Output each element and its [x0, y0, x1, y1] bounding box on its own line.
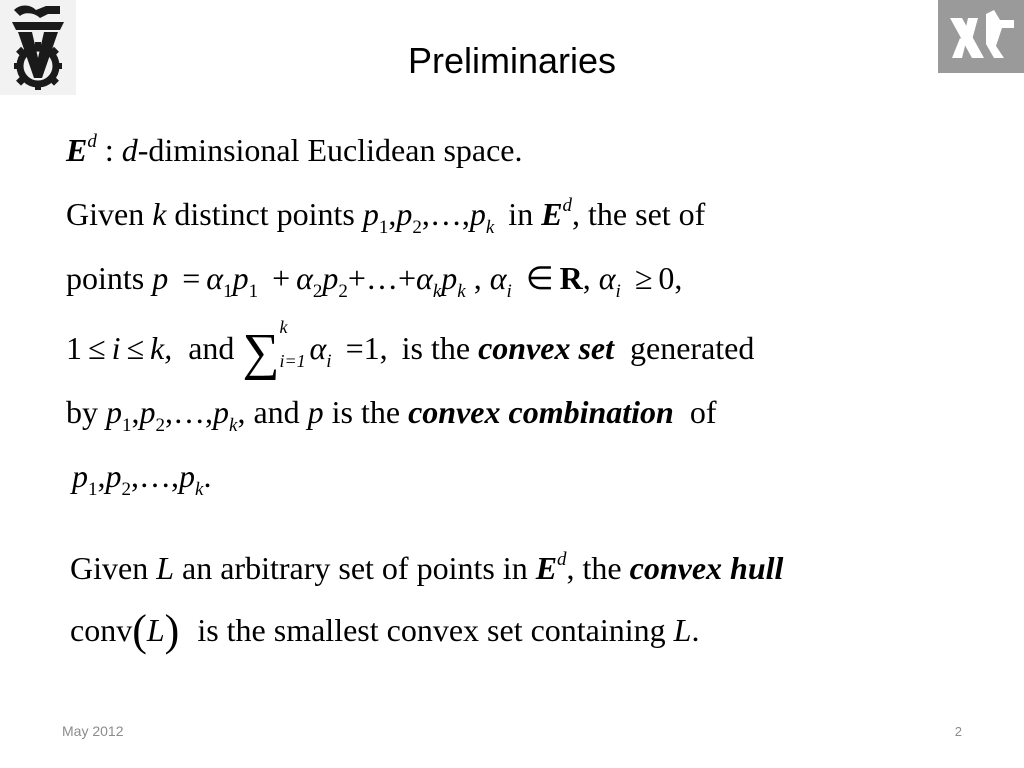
leq-sign: ≤ — [126, 330, 145, 366]
point-pk: p — [213, 394, 229, 430]
point-pk: p — [179, 458, 195, 494]
body-line-2 — [66, 192, 705, 236]
alpha-2: α — [296, 260, 313, 296]
euclidean-space-symbol: E — [66, 132, 88, 168]
point-p2: p — [322, 260, 339, 296]
subscript: 2 — [155, 415, 165, 436]
colon: : — [104, 132, 114, 168]
body-line-1 — [66, 128, 523, 172]
equals-sign: = — [182, 260, 201, 296]
period: . — [691, 612, 700, 648]
slide-title: Preliminaries — [407, 40, 617, 81]
variable-L: L — [146, 612, 165, 648]
left-paren: ( — [132, 606, 147, 655]
ellipsis: ,…, — [421, 196, 470, 232]
subscript: k — [229, 415, 238, 436]
word-by: by — [66, 394, 98, 430]
leq-sign: ≤ — [88, 330, 106, 366]
subscript: i — [615, 281, 621, 302]
word-of: of — [689, 394, 717, 430]
line2-tail: , the set of — [572, 196, 706, 232]
superscript-d: d — [562, 195, 573, 216]
phrase-is-the: is the — [331, 394, 401, 430]
variable-p: p — [307, 394, 324, 430]
line8-text: is the smallest convex set containing — [197, 612, 666, 648]
subscript: 2 — [312, 281, 323, 302]
term-convex-set: convex set — [478, 330, 615, 366]
sum-upper-limit: k — [279, 316, 288, 337]
plus-ellipsis: +…+ — [347, 260, 417, 296]
body-line-6 — [72, 454, 211, 498]
subscript: k — [432, 281, 442, 302]
right-paren: ) — [164, 606, 180, 655]
word-given: Given — [66, 196, 145, 232]
subscript: 1 — [248, 281, 259, 302]
point-pk: p — [441, 260, 458, 296]
euclidean-space-symbol: E — [535, 550, 558, 586]
body-line-5 — [66, 390, 717, 434]
zero: 0, — [658, 260, 683, 296]
comma: , — [97, 458, 106, 494]
ellipsis: ,…, — [131, 458, 179, 494]
word-given: Given — [70, 550, 149, 586]
subscript: i — [326, 351, 332, 372]
term-convex-combination: convex combination — [408, 394, 674, 430]
subscript: 1 — [378, 217, 389, 238]
variable-k: k, — [150, 330, 173, 366]
sum-lower-limit: i=1 — [279, 350, 306, 371]
euclidean-space-symbol: E — [541, 196, 563, 232]
ellipsis: ,…, — [165, 394, 213, 430]
footer-date: May 2012 — [62, 723, 124, 739]
variable-d: d — [121, 132, 138, 168]
point-pk: p — [469, 196, 486, 232]
variable-i: i — [111, 330, 121, 366]
summation-limits — [279, 316, 310, 371]
subscript: 2 — [121, 479, 131, 500]
alpha-i: α — [598, 260, 616, 296]
number-one: 1 — [66, 330, 82, 366]
subscript: 1 — [223, 281, 233, 302]
line1-text: -diminsional Euclidean space. — [137, 132, 523, 168]
slide-number: 2 — [954, 724, 962, 739]
point-p2: p — [139, 394, 156, 430]
subscript: i — [506, 281, 512, 302]
equals-one: =1, — [345, 330, 388, 366]
word-generated: generated — [630, 330, 755, 366]
variable-k: k — [152, 196, 167, 232]
reals-symbol: R — [559, 260, 583, 296]
subscript: 1 — [122, 415, 132, 436]
conv-operator: conv — [70, 612, 133, 648]
superscript-d: d — [557, 549, 567, 570]
point-p2: p — [105, 458, 122, 494]
body-line-4 — [66, 316, 755, 381]
alpha-i: α — [309, 330, 327, 366]
geq-sign: ≥ — [634, 260, 653, 296]
point-p1: p — [72, 458, 88, 494]
subscript: k — [195, 479, 204, 500]
variable-p: p — [152, 260, 169, 296]
alpha-i: α — [489, 260, 507, 296]
plus-sign: + — [272, 260, 291, 296]
body-line-3 — [66, 256, 682, 300]
subscript: k — [485, 217, 495, 238]
superscript-d: d — [87, 131, 97, 152]
alpha-k: α — [416, 260, 433, 296]
phrase-distinct-points: distinct points — [174, 196, 355, 232]
body-line-8 — [70, 606, 700, 655]
phrase-the: , the — [566, 550, 622, 586]
alpha-1: α — [206, 260, 224, 296]
point-p1: p — [362, 196, 379, 232]
element-of-sign: ∈ — [525, 260, 554, 296]
line7-text: an arbitrary set of points in — [182, 550, 528, 586]
comma: , — [131, 394, 140, 430]
period: . — [203, 458, 212, 494]
subscript: 2 — [338, 281, 348, 302]
body-line-7 — [70, 546, 783, 590]
summation-sign: ∑ — [242, 324, 280, 381]
phrase-and: , and — [237, 394, 300, 430]
point-p2: p — [396, 196, 413, 232]
comma: , — [473, 260, 482, 296]
term-convex-hull: convex hull — [629, 550, 784, 586]
point-p1: p — [232, 260, 249, 296]
comma: , — [388, 196, 397, 232]
word-and: and — [188, 330, 235, 366]
variable-L: L — [156, 550, 174, 586]
comma: , — [582, 260, 591, 296]
word-points: points — [66, 260, 145, 296]
subscript: k — [457, 281, 466, 302]
variable-L: L — [673, 612, 692, 648]
phrase-is-the: is the — [401, 330, 471, 366]
point-p1: p — [106, 394, 122, 430]
word-in: in — [508, 196, 534, 232]
subscript: 2 — [412, 217, 422, 238]
subscript: 1 — [88, 479, 98, 500]
